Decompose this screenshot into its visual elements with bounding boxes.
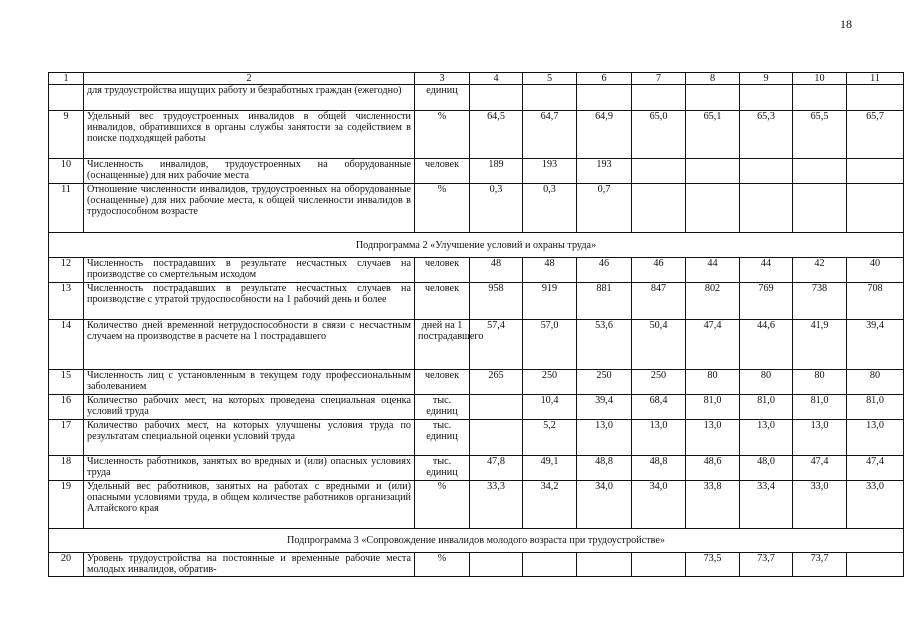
value-cell <box>793 184 847 233</box>
unit-cell: человек <box>415 159 470 184</box>
value-cell: 33,8 <box>686 481 740 529</box>
table-row <box>49 111 904 159</box>
value-cell <box>740 85 793 111</box>
value-cell: 33,0 <box>793 481 847 529</box>
unit-cell: тыс. единиц <box>415 456 470 481</box>
value-cell: 47,4 <box>686 320 740 370</box>
value-cell <box>686 184 740 233</box>
value-cell: 44 <box>686 258 740 283</box>
column-header: 5 <box>523 73 577 85</box>
unit-cell: единиц <box>415 85 470 111</box>
value-cell: 46 <box>577 258 632 283</box>
value-cell: 47,4 <box>847 456 904 481</box>
value-cell: 193 <box>523 159 577 184</box>
page-number: 18 <box>840 17 852 31</box>
value-cell <box>632 553 686 577</box>
column-header: 7 <box>632 73 686 85</box>
row-number: 20 <box>49 553 84 577</box>
value-cell: 68,4 <box>632 395 686 420</box>
value-cell: 65,3 <box>740 111 793 159</box>
value-cell: 57,4 <box>470 320 523 370</box>
table-row <box>49 184 904 233</box>
unit-cell: человек <box>415 370 470 395</box>
column-header: 3 <box>415 73 470 85</box>
value-cell: 80 <box>740 370 793 395</box>
value-cell: 10,4 <box>523 395 577 420</box>
value-cell: 0,3 <box>470 184 523 233</box>
value-cell <box>632 184 686 233</box>
value-cell: 33,0 <box>847 481 904 529</box>
value-cell: 41,9 <box>793 320 847 370</box>
value-cell <box>632 85 686 111</box>
value-cell: 189 <box>470 159 523 184</box>
value-cell: 958 <box>470 283 523 320</box>
row-number: 12 <box>49 258 84 283</box>
value-cell: 250 <box>632 370 686 395</box>
row-number: 16 <box>49 395 84 420</box>
row-number: 15 <box>49 370 84 395</box>
value-cell: 33,4 <box>740 481 793 529</box>
value-cell: 708 <box>847 283 904 320</box>
value-cell: 250 <box>577 370 632 395</box>
value-cell: 49,1 <box>523 456 577 481</box>
value-cell <box>847 85 904 111</box>
value-cell <box>847 184 904 233</box>
value-cell: 13,0 <box>847 420 904 456</box>
value-cell: 13,0 <box>793 420 847 456</box>
unit-cell: % <box>415 553 470 577</box>
value-cell: 64,5 <box>470 111 523 159</box>
value-cell: 42 <box>793 258 847 283</box>
value-cell: 53,6 <box>577 320 632 370</box>
value-cell: 47,4 <box>793 456 847 481</box>
value-cell: 34,0 <box>632 481 686 529</box>
unit-cell: % <box>415 184 470 233</box>
indicator-name: Численность работников, занятых во вредных и (или) опасных условиях труда <box>84 456 415 481</box>
value-cell: 48,8 <box>577 456 632 481</box>
value-cell: 44 <box>740 258 793 283</box>
value-cell: 48,8 <box>632 456 686 481</box>
value-cell: 0,7 <box>577 184 632 233</box>
unit-cell: человек <box>415 258 470 283</box>
value-cell: 13,0 <box>577 420 632 456</box>
value-cell: 0,3 <box>523 184 577 233</box>
row-number: 10 <box>49 159 84 184</box>
header-row <box>49 73 904 85</box>
column-header: 6 <box>577 73 632 85</box>
value-cell <box>740 159 793 184</box>
value-cell: 738 <box>793 283 847 320</box>
value-cell <box>740 184 793 233</box>
table-row <box>49 456 904 481</box>
value-cell: 265 <box>470 370 523 395</box>
indicator-name: Количество рабочих мест, на которых улучшены условия труда по результатам специальной оценки условий труда <box>84 420 415 456</box>
value-cell <box>847 553 904 577</box>
row-number: 13 <box>49 283 84 320</box>
table-row <box>49 481 904 529</box>
value-cell: 81,0 <box>847 395 904 420</box>
value-cell: 48 <box>470 258 523 283</box>
table-row <box>49 395 904 420</box>
value-cell: 13,0 <box>632 420 686 456</box>
value-cell: 80 <box>847 370 904 395</box>
row-number: 14 <box>49 320 84 370</box>
value-cell: 48 <box>523 258 577 283</box>
value-cell: 73,5 <box>686 553 740 577</box>
value-cell: 47,8 <box>470 456 523 481</box>
row-number: 18 <box>49 456 84 481</box>
table-row <box>49 283 904 320</box>
unit-cell: дней на 1 пострадавшего <box>415 320 470 370</box>
column-header: 1 <box>49 73 84 85</box>
value-cell: 40 <box>847 258 904 283</box>
row-number <box>49 85 84 111</box>
indicator-name: для трудоустройства ищущих работу и безработных граждан (ежегодно) <box>84 85 415 111</box>
value-cell: 65,5 <box>793 111 847 159</box>
value-cell <box>793 85 847 111</box>
value-cell: 881 <box>577 283 632 320</box>
column-header: 11 <box>847 73 904 85</box>
subprogram-title: Подпрограмма 2 «Улучшение условий и охраны труда» <box>49 233 904 258</box>
value-cell: 48,0 <box>740 456 793 481</box>
value-cell <box>470 553 523 577</box>
value-cell: 39,4 <box>847 320 904 370</box>
value-cell: 44,6 <box>740 320 793 370</box>
value-cell: 65,1 <box>686 111 740 159</box>
value-cell: 73,7 <box>793 553 847 577</box>
value-cell: 34,0 <box>577 481 632 529</box>
subprogram-row <box>49 529 904 553</box>
value-cell: 50,4 <box>632 320 686 370</box>
value-cell <box>577 553 632 577</box>
indicator-name: Уровень трудоустройства на постоянные и временные рабочие места молодых инвалидов, обратив- <box>84 553 415 577</box>
column-header: 4 <box>470 73 523 85</box>
value-cell: 193 <box>577 159 632 184</box>
indicators-table <box>48 72 904 577</box>
value-cell <box>470 85 523 111</box>
table-row <box>49 553 904 577</box>
unit-cell: человек <box>415 283 470 320</box>
row-number: 11 <box>49 184 84 233</box>
value-cell <box>470 395 523 420</box>
value-cell: 65,7 <box>847 111 904 159</box>
column-header: 9 <box>740 73 793 85</box>
value-cell: 64,9 <box>577 111 632 159</box>
table-row <box>49 159 904 184</box>
value-cell: 13,0 <box>686 420 740 456</box>
row-number: 17 <box>49 420 84 456</box>
table-row <box>49 258 904 283</box>
value-cell: 769 <box>740 283 793 320</box>
table-body <box>49 73 904 577</box>
row-number: 19 <box>49 481 84 529</box>
indicator-name: Численность пострадавших в результате несчастных случаев на производстве с утратой трудоспособности на 1 рабочий день и более <box>84 283 415 320</box>
indicator-name: Удельный вес работников, занятых на работах с вредными и (или) опасными условиями труда, в общем количестве работников организаций Алтайского края <box>84 481 415 529</box>
value-cell: 64,7 <box>523 111 577 159</box>
value-cell <box>523 85 577 111</box>
unit-cell: тыс. единиц <box>415 395 470 420</box>
indicator-name: Удельный вес трудоустроенных инвалидов в общей численности инвалидов, обратившихся в органы службы занятости за содействием в поиске подходящей работы <box>84 111 415 159</box>
value-cell <box>632 159 686 184</box>
value-cell: 33,3 <box>470 481 523 529</box>
column-header: 2 <box>84 73 415 85</box>
value-cell <box>470 420 523 456</box>
value-cell: 5,2 <box>523 420 577 456</box>
value-cell: 81,0 <box>686 395 740 420</box>
value-cell: 81,0 <box>740 395 793 420</box>
table-row <box>49 420 904 456</box>
value-cell: 80 <box>686 370 740 395</box>
value-cell: 46 <box>632 258 686 283</box>
value-cell <box>686 159 740 184</box>
unit-cell: % <box>415 111 470 159</box>
value-cell: 13,0 <box>740 420 793 456</box>
table-row <box>49 370 904 395</box>
indicator-name: Численность пострадавших в результате несчастных случаев на производстве со смертельным исходом <box>84 258 415 283</box>
value-cell: 250 <box>523 370 577 395</box>
column-header: 8 <box>686 73 740 85</box>
value-cell: 57,0 <box>523 320 577 370</box>
indicator-name: Количество дней временной нетрудоспособности в связи с несчастным случаем на производстве в расчете на 1 пострадавшего <box>84 320 415 370</box>
value-cell: 919 <box>523 283 577 320</box>
value-cell <box>577 85 632 111</box>
value-cell: 48,6 <box>686 456 740 481</box>
value-cell: 802 <box>686 283 740 320</box>
value-cell: 81,0 <box>793 395 847 420</box>
row-number: 9 <box>49 111 84 159</box>
subprogram-title: Подпрограмма 3 «Сопровождение инвалидов молодого возраста при трудоустройстве» <box>49 529 904 553</box>
unit-cell: % <box>415 481 470 529</box>
indicator-name: Отношение численности инвалидов, трудоустроенных на оборудованные (оснащенные) для них рабочие места, к общей численности инвалидов в трудоспособном возрасте <box>84 184 415 233</box>
value-cell: 80 <box>793 370 847 395</box>
value-cell <box>523 553 577 577</box>
table-row <box>49 320 904 370</box>
value-cell: 39,4 <box>577 395 632 420</box>
column-header: 10 <box>793 73 847 85</box>
value-cell <box>793 159 847 184</box>
subprogram-row <box>49 233 904 258</box>
value-cell <box>686 85 740 111</box>
value-cell: 73,7 <box>740 553 793 577</box>
unit-cell: тыс. единиц <box>415 420 470 456</box>
indicator-name: Численность лиц с установленным в текущем году профессиональным заболеванием <box>84 370 415 395</box>
value-cell: 34,2 <box>523 481 577 529</box>
table-row <box>49 85 904 111</box>
value-cell <box>847 159 904 184</box>
value-cell: 65,0 <box>632 111 686 159</box>
indicator-name: Количество рабочих мест, на которых проведена специальная оценка условий труда <box>84 395 415 420</box>
indicator-name: Численность инвалидов, трудоустроенных на оборудованные (оснащенные) для них рабочие места <box>84 159 415 184</box>
value-cell: 847 <box>632 283 686 320</box>
